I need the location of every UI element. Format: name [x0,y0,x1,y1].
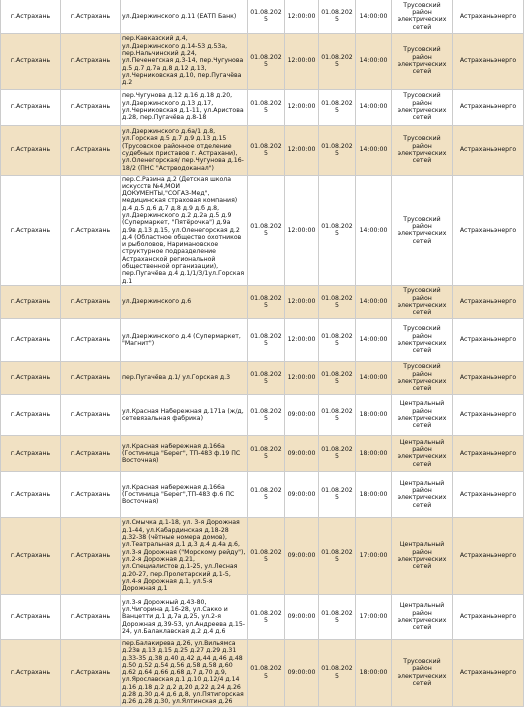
end-time-cell: 18:00:00 [356,639,392,706]
table-row [1,175,524,285]
address-cell: ул.Красная Набережная д.171а (ж/д, сетевязальная фабрика) [121,394,248,435]
end-date-cell: 01.08.2025 [319,33,356,89]
address-cell: ул.Дзержинского д.6 [121,285,248,318]
region-cell: г.Астрахань [1,175,61,285]
company-cell: Астраханьэнерго [453,394,524,435]
start-time-cell: 12:00:00 [285,0,319,33]
start-date-cell: 01.08.2025 [248,175,285,285]
start-date-cell: 01.08.2025 [248,361,285,394]
address-cell: ул.Дзержинского д.11 (ЕАТП Банк) [121,0,248,33]
address-cell: ул.Красная набережная д.166а (Гостиница "Берег", ТП-483 ф.19 ПС Восточная) [121,435,248,471]
company-cell: Астраханьэнерго [453,89,524,125]
company-cell: Астраханьэнерго [453,639,524,706]
start-date-cell: 01.08.2025 [248,0,285,33]
start-date-cell: 01.08.2025 [248,435,285,471]
region-cell: г.Астрахань [1,89,61,125]
network-cell: Центральный район электрических сетей [392,435,453,471]
end-time-cell: 14:00:00 [356,89,392,125]
table-row [1,517,524,594]
company-cell: Астраханьэнерго [453,318,524,361]
network-cell: Трусовский район электрических сетей [392,89,453,125]
start-time-cell: 09:00:00 [285,639,319,706]
start-date-cell: 01.08.2025 [248,639,285,706]
table-row [1,594,524,639]
network-cell: Центральный район электрических сетей [392,517,453,594]
address-cell: пер.Кавказский д.4, ул.Дзержинского д.14-53 д.53а, пер.Нальчинский д.24, ул.Печенегская д.3-14, пер.Чугунова д.5 д.7 д.7а д.8 д.12 д.13, ул.Черниковская д.10, пер.Пугачёва д.2 [121,33,248,89]
address-cell: ул.Дзержинского д.6а/1 д.8, ул.Горская д.5 д.7 д.9 д.13 д.15 (Трусовское районное отделение судебных приставов г. Астрахани), ул.Оленегорская/ пер.Чугунова д.16-18/2 (ПНС "Астрводоканал") [121,125,248,175]
start-time-cell: 12:00:00 [285,318,319,361]
company-cell: Астраханьэнерго [453,471,524,517]
end-time-cell: 14:00:00 [356,33,392,89]
start-time-cell: 12:00:00 [285,285,319,318]
address-cell: пер.Пугачёва д.1/ ул.Горская д.3 [121,361,248,394]
end-time-cell: 14:00:00 [356,318,392,361]
end-date-cell: 01.08.2025 [319,435,356,471]
end-time-cell: 14:00:00 [356,361,392,394]
start-date-cell: 01.08.2025 [248,89,285,125]
city-cell: г.Астрахань [61,394,121,435]
network-cell: Трусовский район электрических сетей [392,318,453,361]
region-cell: г.Астрахань [1,594,61,639]
start-date-cell: 01.08.2025 [248,125,285,175]
end-date-cell: 01.08.2025 [319,285,356,318]
network-cell: Трусовский район электрических сетей [392,175,453,285]
network-cell: Трусовский район электрических сетей [392,0,453,33]
company-cell: Астраханьэнерго [453,517,524,594]
company-cell: Астраханьэнерго [453,0,524,33]
address-cell: ул.3-я Дорожный д.43-80, ул.Чигорина д.16-28, ул.Сакко и Ванцетти д.1 д.7а д.25, ул.2-я Дорожная д.39-53, ул.Андреева д.15-24, ул.Балаклавская д.2 д.4 д.6 [121,594,248,639]
table-row [1,285,524,318]
end-date-cell: 01.08.2025 [319,125,356,175]
table-row [1,33,524,89]
start-date-cell: 01.08.2025 [248,394,285,435]
company-cell: Астраханьэнерго [453,285,524,318]
table-row [1,361,524,394]
start-date-cell: 01.08.2025 [248,33,285,89]
city-cell: г.Астрахань [61,517,121,594]
end-date-cell: 01.08.2025 [319,318,356,361]
table-row [1,125,524,175]
region-cell: г.Астрахань [1,33,61,89]
region-cell: г.Астрахань [1,639,61,706]
start-date-cell: 01.08.2025 [248,517,285,594]
end-date-cell: 01.08.2025 [319,175,356,285]
end-date-cell: 01.08.2025 [319,89,356,125]
company-cell: Астраханьэнерго [453,361,524,394]
start-date-cell: 01.08.2025 [248,285,285,318]
table-row [1,89,524,125]
region-cell: г.Астрахань [1,318,61,361]
start-time-cell: 12:00:00 [285,89,319,125]
network-cell: Трусовский район электрических сетей [392,33,453,89]
city-cell: г.Астрахань [61,435,121,471]
start-time-cell: 09:00:00 [285,435,319,471]
city-cell: г.Астрахань [61,471,121,517]
table-row [1,471,524,517]
end-time-cell: 14:00:00 [356,175,392,285]
address-cell: пер.Чугунова д.12 д.16 д.18 д.20, ул.Дзержинского д.13 д.17, ул.Черниковская д.1-11, ул.Аристова д.28, пер.Пугачёва д.8-18 [121,89,248,125]
end-date-cell: 01.08.2025 [319,0,356,33]
end-time-cell: 14:00:00 [356,0,392,33]
address-cell: пер.С.Разина д.2 (Детская школа искусств №4,МОИ ДОКУМЕНТЫ,"СОГАЗ-Мед", медицинская страховая компания) д.4 д.5 д.6 д.7 д.8 д.9 д.б д.8, ул.Дзержинского д.2 д.2а д.5 д.9 (Супермаркет, "Пятёрочка") д.9а д.9в д.13 д.15, ул.Оленегорская д.2 д.4 (Областное общество охотников и рыболовов, Наримановское структурное подразделение Астраханской региональной общественной организации), пер.Пугачёва д.4 д.1/1/3/1ул.Горская д.1 [121,175,248,285]
end-date-cell: 01.08.2025 [319,594,356,639]
start-time-cell: 09:00:00 [285,517,319,594]
city-cell: г.Астрахань [61,639,121,706]
start-date-cell: 01.08.2025 [248,471,285,517]
city-cell: г.Астрахань [61,594,121,639]
region-cell: г.Астрахань [1,0,61,33]
region-cell: г.Астрахань [1,435,61,471]
company-cell: Астраханьэнерго [453,594,524,639]
region-cell: г.Астрахань [1,285,61,318]
table-row [1,318,524,361]
end-date-cell: 01.08.2025 [319,517,356,594]
city-cell: г.Астрахань [61,318,121,361]
company-cell: Астраханьэнерго [453,175,524,285]
end-time-cell: 14:00:00 [356,285,392,318]
start-time-cell: 09:00:00 [285,594,319,639]
start-time-cell: 12:00:00 [285,175,319,285]
start-date-cell: 01.08.2025 [248,594,285,639]
company-cell: Астраханьэнерго [453,33,524,89]
table-row [1,394,524,435]
network-cell: Центральный район электрических сетей [392,594,453,639]
start-time-cell: 09:00:00 [285,471,319,517]
address-cell: ул.Смычка д.1-18, ул. 3-я Дорожная д.1-44, ул.Кабардинская д.18-28 д.32-38 (чётные номера домов), ул.Театральная д.1 д.3 д.4 д.4а д.6, ул.3-я Дорожная ("Морскому рейду"), ул.2-я Дорожная д.21, ул.Специалистов д.1-25, ул.Лесная д.20-27, пер.Пролетарский д.1-5, ул.4-я Дорожная д.1, ул.5-я Дорожная д.1 [121,517,248,594]
table-row [1,639,524,706]
end-time-cell: 14:00:00 [356,125,392,175]
end-time-cell: 18:00:00 [356,394,392,435]
city-cell: г.Астрахань [61,125,121,175]
city-cell: г.Астрахань [61,285,121,318]
address-cell: пер.Балакирева д.26, ул.Вильямса д.23в д.13 д.15 д.25 д.27 д.29 д.31 д.33-35 д.38 д.40 д.42 д.44 д.46 д.48 д.50 д.52 д.54 д.56 д.58 д.58 д.60 д.62 д.64 д.66 д.68 д.7 д.70 д.9, ул.Ярославская д.1 д.10 д.12/4 д.14 д.16 д.18 д.2 д.2 д.20 д.22 д.24 д.26 д.28 д.30 д.4 д.6 д.8, ул.Пятигорская д.26 д.28 д.30, ул.Ялтинская д.26 [121,639,248,706]
city-cell: г.Астрахань [61,0,121,33]
network-cell: Трусовский район электрических сетей [392,285,453,318]
start-time-cell: 09:00:00 [285,394,319,435]
network-cell: Трусовский район электрических сетей [392,639,453,706]
region-cell: г.Астрахань [1,394,61,435]
end-time-cell: 17:00:00 [356,517,392,594]
city-cell: г.Астрахань [61,89,121,125]
end-time-cell: 18:00:00 [356,435,392,471]
end-date-cell: 01.08.2025 [319,639,356,706]
start-time-cell: 12:00:00 [285,33,319,89]
network-cell: Центральный район электрических сетей [392,471,453,517]
network-cell: Трусовский район электрических сетей [392,125,453,175]
region-cell: г.Астрахань [1,471,61,517]
region-cell: г.Астрахань [1,361,61,394]
company-cell: Астраханьэнерго [453,125,524,175]
address-cell: ул.Дзержинского д.4 (Супермаркет, "Магнит") [121,318,248,361]
city-cell: г.Астрахань [61,33,121,89]
network-cell: Центральный район электрических сетей [392,394,453,435]
end-time-cell: 18:00:00 [356,471,392,517]
start-time-cell: 12:00:00 [285,361,319,394]
end-date-cell: 01.08.2025 [319,361,356,394]
end-date-cell: 01.08.2025 [319,394,356,435]
region-cell: г.Астрахань [1,517,61,594]
table-row [1,435,524,471]
company-cell: Астраханьэнерго [453,435,524,471]
end-time-cell: 17:00:00 [356,594,392,639]
address-cell: ул.Красная набережная д.166а (Гостиница "Берег",ТП-483 ф.6 ПС Восточная) [121,471,248,517]
city-cell: г.Астрахань [61,361,121,394]
region-cell: г.Астрахань [1,125,61,175]
start-date-cell: 01.08.2025 [248,318,285,361]
city-cell: г.Астрахань [61,175,121,285]
table-row [1,0,524,33]
start-time-cell: 12:00:00 [285,125,319,175]
end-date-cell: 01.08.2025 [319,471,356,517]
network-cell: Трусовский район электрических сетей [392,361,453,394]
